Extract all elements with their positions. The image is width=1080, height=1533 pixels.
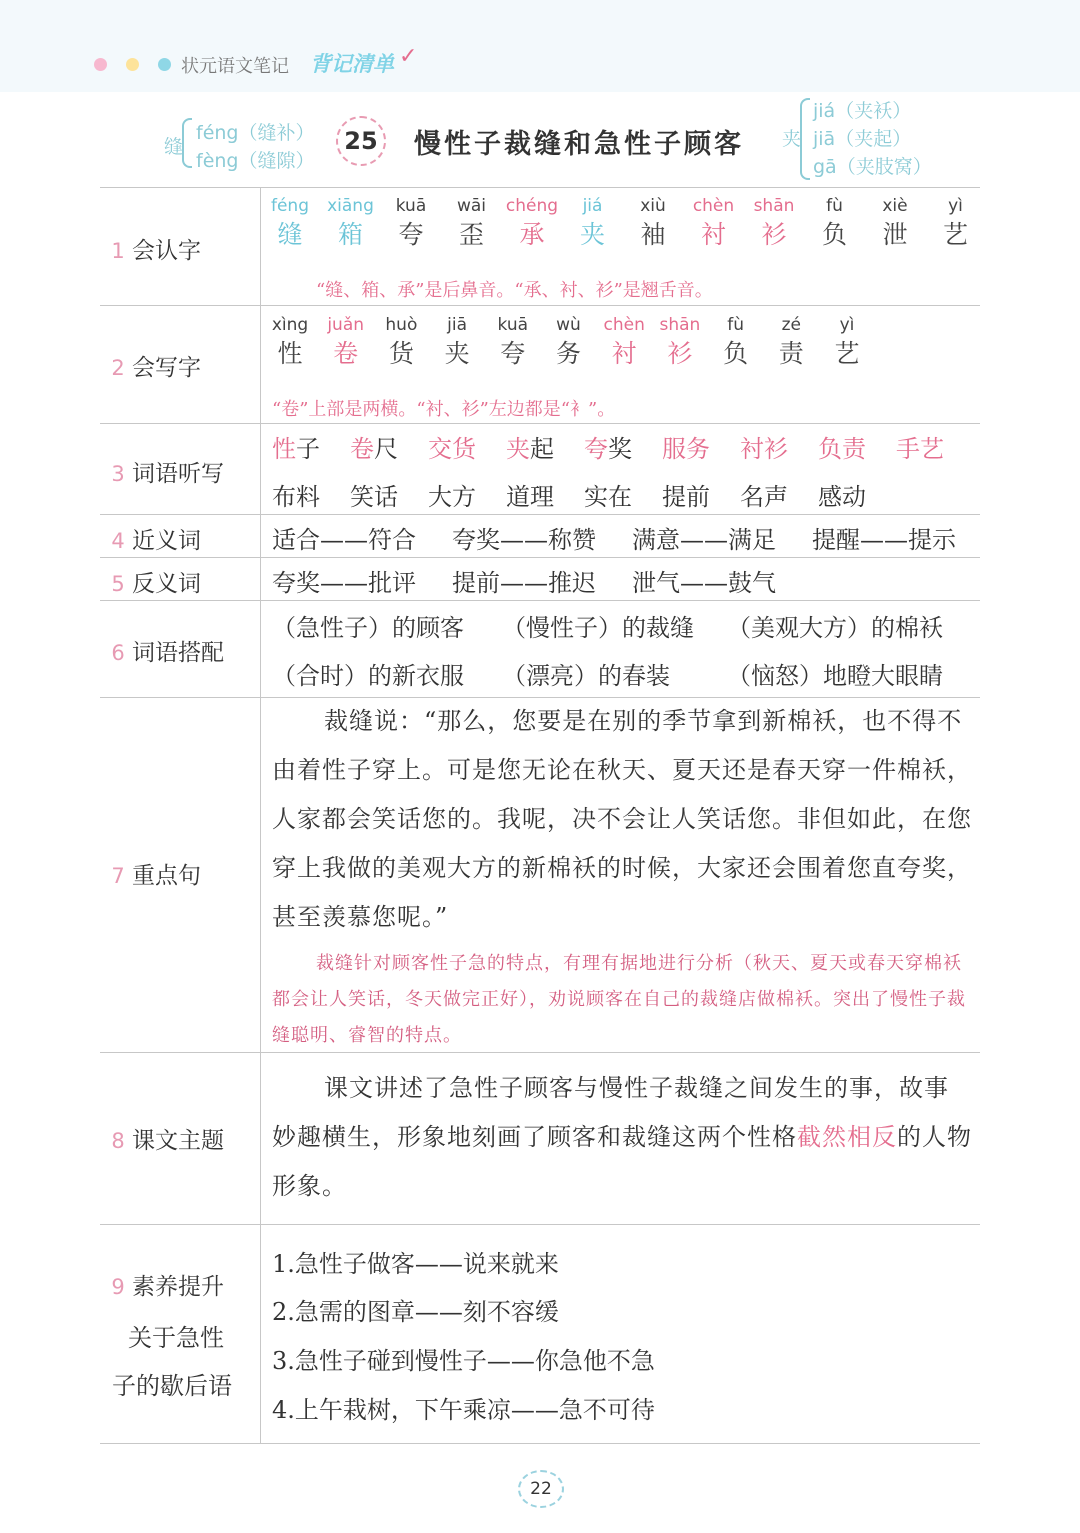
pinyin: yì bbox=[948, 196, 963, 216]
teal-dot bbox=[158, 58, 171, 71]
pink-dot bbox=[94, 58, 107, 71]
char-cell bbox=[444, 194, 500, 252]
polyphone-reading: jiá（夹袄） bbox=[813, 100, 912, 122]
pinyin: fù bbox=[727, 315, 744, 335]
table-row-theme bbox=[100, 1052, 980, 1225]
polyphone-reading: féng（缝补） bbox=[196, 122, 315, 144]
hanzi: 货 bbox=[388, 339, 414, 368]
char-cell bbox=[867, 194, 923, 252]
pinyin: xìng bbox=[271, 315, 309, 335]
hanzi: 夸 bbox=[398, 220, 424, 249]
word-collocations bbox=[272, 608, 972, 698]
polyphone-char-left: 缝 bbox=[164, 136, 184, 158]
hanzi: 务 bbox=[555, 339, 581, 368]
page-header bbox=[0, 0, 1080, 92]
theme-text: 课文讲述了急性子顾客与慢性子裁缝之间发生的事，故事妙趣横生，形象地刻画了顾客和裁缝这两个性格截然相反的人物形象。 bbox=[272, 1074, 972, 1200]
lesson-title: 慢性子裁缝和急性子顾客 bbox=[414, 129, 744, 160]
dictation-word: 提前 bbox=[662, 483, 710, 511]
lesson-title-area bbox=[100, 92, 980, 188]
hanzi: 袖 bbox=[640, 220, 666, 249]
hanzi: 衬 bbox=[700, 220, 726, 249]
hanzi: 艺 bbox=[834, 339, 860, 368]
char-cell bbox=[807, 194, 863, 252]
char-grid bbox=[272, 313, 972, 373]
char-cell bbox=[373, 313, 429, 371]
pinyin: chéng bbox=[505, 196, 559, 216]
pinyin: kuā bbox=[497, 315, 529, 335]
char-cell bbox=[625, 194, 681, 252]
hanzi: 歪 bbox=[458, 220, 484, 249]
synonym-pair: 提醒——提示 bbox=[812, 526, 956, 554]
dictation-word: 卷尺 bbox=[350, 435, 398, 463]
polyphone-char-right: 夹 bbox=[782, 128, 802, 150]
polyphone-reading: jiā（夹起） bbox=[813, 128, 912, 150]
key-sentence-text: 裁缝说：“那么，您要是在别的季节拿到新棉袄，也不得不由着性子穿上。可是您无论在秋天、夏天还是春天穿一件棉袄，人家都会笑话您的。我呢，决不会让人笑话您。非但如此，在您穿上我做的美观大方的新棉袄的时候，大家还会围着您直夸奖，甚至羡慕您呢。” bbox=[272, 707, 972, 931]
collocation: （慢性子）的裁缝 bbox=[502, 614, 694, 642]
dictation-word: 服务 bbox=[662, 435, 710, 463]
pinyin: jiá bbox=[582, 196, 603, 216]
polyphone-reading: fèng（缝隙） bbox=[196, 150, 315, 172]
pinyin: chèn bbox=[603, 315, 645, 335]
hanzi: 泄 bbox=[882, 220, 908, 249]
lesson-number: 25 bbox=[336, 116, 386, 166]
pinyin: féng bbox=[270, 196, 309, 216]
char-cell bbox=[763, 313, 819, 371]
table-row-enrichment bbox=[100, 1224, 980, 1444]
write-chars bbox=[271, 313, 972, 420]
section-title: 背记清单 bbox=[310, 52, 394, 76]
hanzi: 衬 bbox=[611, 339, 637, 368]
dictation-word: 手艺 bbox=[896, 435, 944, 463]
char-cell bbox=[541, 313, 597, 371]
hanzi: 责 bbox=[778, 339, 804, 368]
synonym-pair: 夸奖——称赞 bbox=[452, 526, 596, 554]
pinyin: chèn bbox=[692, 196, 735, 216]
pinyin: juǎn bbox=[327, 315, 365, 335]
page-number: 22 bbox=[518, 1470, 564, 1508]
char-cell bbox=[928, 194, 984, 252]
hanzi: 卷 bbox=[333, 339, 359, 368]
table-row-synonyms bbox=[100, 514, 980, 558]
row-label: 5 反义词 bbox=[111, 571, 201, 597]
char-cell bbox=[819, 313, 875, 371]
row-label: 3 词语听写 bbox=[111, 461, 224, 487]
row-label: 4 近义词 bbox=[111, 528, 201, 554]
dictation-word: 夸奖 bbox=[584, 435, 632, 463]
synonym-pairs bbox=[272, 520, 972, 554]
antonym-pairs bbox=[272, 563, 972, 597]
xiehouyu-item: 4.上午栽树，下午乘凉——急不可待 bbox=[272, 1396, 655, 1424]
antonym-pair: 夸奖——批评 bbox=[272, 569, 416, 597]
pinyin: xiāng bbox=[327, 196, 374, 216]
xiehouyu-list bbox=[272, 1244, 972, 1434]
dictation-word: 布料 bbox=[272, 483, 320, 511]
lesson-theme bbox=[272, 1064, 972, 1211]
hanzi: 艺 bbox=[942, 220, 968, 249]
collocation: （恼怒）地瞪大眼睛 bbox=[727, 662, 943, 690]
row-label: 2 会写字 bbox=[111, 355, 201, 381]
pronunciation-note: “缝、箱、承”是后鼻音。“承、衬、衫”是翘舌音。 bbox=[316, 280, 713, 301]
hanzi: 性 bbox=[277, 339, 303, 368]
row-label: 8 课文主题 bbox=[111, 1128, 224, 1154]
antonym-pair: 泄气——鼓气 bbox=[632, 569, 776, 597]
table-row-recognize-chars bbox=[100, 188, 980, 306]
collocation: （合时）的新衣服 bbox=[272, 662, 464, 690]
dictation-word: 交货 bbox=[428, 435, 476, 463]
table-row-antonyms bbox=[100, 557, 980, 601]
dictation-word: 道理 bbox=[506, 483, 554, 511]
writing-note: “卷”上部是两横。“衬、衫”左边都是“衤”。 bbox=[272, 399, 616, 420]
brace-left bbox=[182, 118, 192, 168]
pinyin: xiù bbox=[640, 196, 666, 216]
dictation-words bbox=[272, 429, 972, 523]
char-cell bbox=[652, 313, 708, 371]
key-sentence-analysis: 裁缝针对顾客性子急的特点，有理有据地进行分析（秋天、夏天或春天穿棉袄都会让人笑话，冬天做完正好），劝说顾客在自己的裁缝店做棉袄。突出了慢性子裁缝聪明、睿智的特点。 bbox=[272, 953, 966, 1046]
pinyin: xiè bbox=[882, 196, 908, 216]
yellow-dot bbox=[126, 58, 139, 71]
row-label: 1 会认字 bbox=[111, 238, 201, 264]
table-row-collocations bbox=[100, 600, 980, 698]
char-grid bbox=[272, 194, 972, 254]
hanzi: 缝 bbox=[277, 220, 303, 249]
pinyin: huò bbox=[385, 315, 418, 335]
char-cell bbox=[746, 194, 802, 252]
hanzi: 夹 bbox=[444, 339, 470, 368]
synonym-pair: 适合——符合 bbox=[272, 526, 416, 554]
hanzi: 夹 bbox=[579, 220, 605, 249]
dictation-word: 实在 bbox=[584, 483, 632, 511]
dictation-word: 感动 bbox=[818, 483, 866, 511]
char-cell bbox=[323, 194, 379, 252]
char-cell bbox=[262, 313, 318, 371]
table-row-write-chars bbox=[100, 305, 980, 424]
enrichment-subtitle: 子的歇后语 bbox=[112, 1372, 232, 1400]
dictation-word: 性子 bbox=[272, 435, 320, 463]
collocation: （美观大方）的棉袄 bbox=[727, 614, 943, 642]
char-cell bbox=[383, 194, 439, 252]
pinyin: jiā bbox=[447, 315, 468, 335]
antonym-pair: 提前——推迟 bbox=[452, 569, 596, 597]
dictation-word: 名声 bbox=[740, 483, 788, 511]
synonym-pair: 满意——满足 bbox=[632, 526, 776, 554]
check-icon: ✓ bbox=[399, 44, 418, 69]
pinyin: zé bbox=[781, 315, 801, 335]
dictation-line bbox=[272, 429, 972, 475]
xiehouyu-item: 3.急性子碰到慢性子——你急他不急 bbox=[272, 1347, 655, 1375]
pinyin: shān bbox=[659, 315, 701, 335]
char-cell bbox=[318, 313, 374, 371]
key-sentence bbox=[272, 697, 972, 1054]
collocation: （漂亮）的春装 bbox=[502, 662, 670, 690]
row-label: 6 词语搭配 bbox=[111, 640, 224, 666]
brand-name: 状元语文笔记 bbox=[181, 56, 289, 77]
pinyin: shān bbox=[753, 196, 795, 216]
char-cell bbox=[596, 313, 652, 371]
pinyin: wù bbox=[556, 315, 581, 335]
table-row-dictation bbox=[100, 423, 980, 515]
hanzi: 负 bbox=[821, 220, 847, 249]
hanzi: 夸 bbox=[500, 339, 526, 368]
xiehouyu-item: 1.急性子做客——说来就来 bbox=[272, 1250, 559, 1278]
dictation-word: 大方 bbox=[428, 483, 476, 511]
recognize-chars bbox=[270, 194, 972, 301]
pinyin: yì bbox=[839, 315, 855, 335]
char-cell bbox=[565, 194, 621, 252]
theme-highlight: 截然相反 bbox=[797, 1123, 897, 1151]
hanzi: 负 bbox=[723, 339, 749, 368]
dictation-word: 笑话 bbox=[350, 483, 398, 511]
enrichment-subtitle: 关于急性 bbox=[128, 1324, 224, 1352]
hanzi: 承 bbox=[519, 220, 545, 249]
char-cell bbox=[262, 194, 318, 252]
dictation-word: 负责 bbox=[818, 435, 866, 463]
pinyin: wāi bbox=[456, 196, 487, 216]
xiehouyu-item: 2.急需的图章——刻不容缓 bbox=[272, 1298, 559, 1326]
hanzi: 衫 bbox=[761, 220, 787, 249]
char-cell bbox=[708, 313, 764, 371]
dictation-word: 衬衫 bbox=[740, 435, 788, 463]
brace-right bbox=[800, 98, 810, 180]
hanzi: 箱 bbox=[337, 220, 363, 249]
char-cell bbox=[504, 194, 560, 252]
collocation: （急性子）的顾客 bbox=[272, 614, 464, 642]
polyphone-reading: gā（夹肢窝） bbox=[813, 156, 932, 178]
table-row-key-sentence bbox=[100, 697, 980, 1053]
pinyin: kuā bbox=[395, 196, 427, 216]
dictation-word: 夹起 bbox=[506, 435, 554, 463]
row-label: 7 重点句 bbox=[111, 863, 201, 889]
char-cell bbox=[485, 313, 541, 371]
pinyin: fù bbox=[826, 196, 843, 216]
hanzi: 衫 bbox=[667, 339, 693, 368]
row-label: 9 素养提升 bbox=[111, 1274, 224, 1300]
char-cell bbox=[686, 194, 742, 252]
char-cell bbox=[429, 313, 485, 371]
